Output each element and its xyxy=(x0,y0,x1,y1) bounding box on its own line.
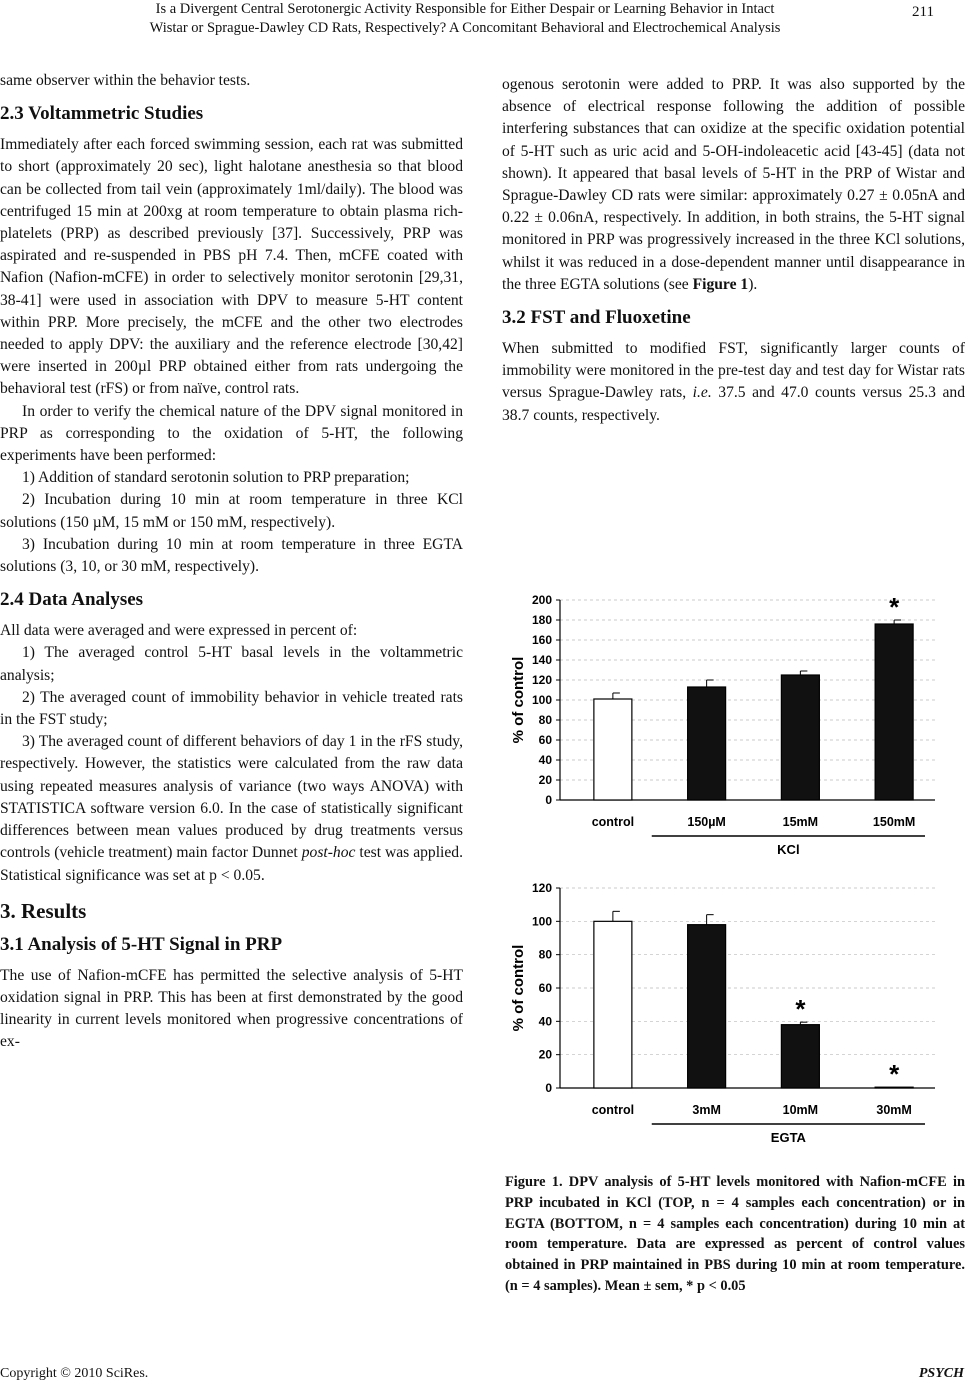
kcl-bar-chart xyxy=(505,590,965,860)
bar xyxy=(781,1025,819,1088)
left-column xyxy=(0,70,463,1054)
section-heading-3-2: 3.2 FST and Fluoxetine xyxy=(502,307,691,329)
category-label: 150µM xyxy=(687,815,726,829)
bar xyxy=(875,624,913,800)
y-tick-label: 100 xyxy=(531,914,552,929)
y-tick-label: 180 xyxy=(531,613,552,627)
list-item: 2) Incubation during 10 min at room temperature in three KCl solutions (150 µM, 15 mM or 150 mM, respectively). xyxy=(0,491,463,531)
bar xyxy=(688,687,726,800)
section-heading-2-4: 2.4 Data Analyses xyxy=(0,589,144,611)
y-tick-label: 100 xyxy=(531,693,552,707)
category-label: 15mM xyxy=(782,815,819,829)
italic-term: i.e. xyxy=(692,384,712,402)
kcl-chart-svg xyxy=(505,590,965,860)
running-header-line1: Is a Divergent Central Serotonergic Activity Responsible for Either Despair or Learning Behavior in Intact xyxy=(155,1,775,17)
list-item: 1) Addition of standard serotonin solution to PRP preparation; xyxy=(22,469,410,487)
y-tick-label: 120 xyxy=(531,673,552,687)
y-tick-label: 80 xyxy=(538,947,552,962)
y-axis-label: % of control xyxy=(510,656,527,744)
bar xyxy=(594,921,632,1088)
section-heading-3-1: 3.1 Analysis of 5-HT Signal in PRP xyxy=(0,933,283,955)
list-item: 1) The averaged control 5-HT basal levels in the voltammetric analysis; xyxy=(0,644,463,684)
y-tick-label: 140 xyxy=(531,653,552,667)
list-item: 3) Incubation during 10 min at room temperature in three EGTA solutions (3, 10, or 30 mM, respectively). xyxy=(0,535,463,576)
significance-marker: * xyxy=(889,1059,900,1090)
running-header-line2: Wistar or Sprague-Dawley CD Rats, Respectively? A Concomitant Behavioral and Electrochemical Analysis xyxy=(149,20,781,36)
journal-name: PSYCH xyxy=(918,1366,964,1381)
y-tick-label: 200 xyxy=(531,593,552,607)
paragraph: When submitted to modified FST, significantly larger counts of immobility were monitored in the pre-test day and test day for Wistar rats versus Sprague-Dawley rats, i.e. 37.5 and 47.0 counts versus 25.3 and 38.7 counts, respectively. xyxy=(502,340,965,424)
egta-chart-svg xyxy=(505,878,965,1148)
italic-term: post-hoc xyxy=(301,844,356,862)
group-label: EGTA xyxy=(770,1130,806,1145)
y-tick-label: 0 xyxy=(545,793,552,807)
y-axis-label: % of control xyxy=(510,944,527,1032)
y-tick-label: 20 xyxy=(538,773,552,787)
paragraph: ogenous serotonin were added to PRP. It was also supported by the absence of electrical response following the addition of possible interfering substances that can oxidize at the specific oxidation potential of 5-HT such as uric acid and 5-OH-indoleacetic acid [43-45] (data not shown). It appeared that basal levels of 5-HT in the PRP of Wistar and Sprague-Dawley CD rats were similar: approximately 0.27 ± 0.05nA and 0.22 ± 0.06nA, respectively. In addition, in both strains, the 5-HT signal monitored in PRP was progressively increased in the three KCl solutions, whilst it was reduced in a dose-dependent manner until disappearance in the three EGTA solutions (see Figure 1). xyxy=(502,76,965,293)
y-tick-label: 80 xyxy=(538,713,552,727)
y-tick-label: 60 xyxy=(538,733,552,747)
egta-bar-chart xyxy=(505,878,965,1148)
y-tick-label: 60 xyxy=(538,981,552,995)
bar xyxy=(688,925,726,1088)
y-tick-label: 20 xyxy=(538,1047,552,1062)
category-label: 30mM xyxy=(876,1103,912,1117)
copyright: Copyright © 2010 SciRes. xyxy=(0,1366,149,1381)
page-number: 211 xyxy=(912,4,934,20)
y-tick-label: 160 xyxy=(531,633,552,647)
paragraph: same observer within the behavior tests. xyxy=(0,72,251,89)
category-label: 150mM xyxy=(872,815,916,829)
y-tick-label: 40 xyxy=(538,1014,552,1029)
group-label: KCl xyxy=(777,842,800,857)
y-tick-label: 40 xyxy=(538,753,552,767)
figure-caption: Figure 1. DPV analysis of 5-HT levels monitored with Nafion-mCFE in PRP incubated in KCl (TOP, n = 4 samples each concentration) or in EGTA (BOTTOM, n = 4 samples each concentration) during 10 min at room temperature. Data are expressed as percent of control values obtained in PRP maintained in PBS during 10 min at room temperature. (n = 4 samples). Mean ± sem, * p < 0.05 xyxy=(505,1174,965,1294)
paragraph: All data were averaged and were expressed in percent of: xyxy=(0,622,358,640)
significance-marker: * xyxy=(889,592,900,622)
category-label: 3mM xyxy=(692,1103,721,1117)
figure-reference: Figure 1 xyxy=(692,275,749,293)
running-header xyxy=(0,0,966,46)
category-label: 10mM xyxy=(782,1103,819,1117)
paragraph: The use of Nafion-mCFE has permitted the selective analysis of 5-HT oxidation signal in PRP. This has been at first demonstrated by the good linearity in current levels monitored when progressive concentrations of ex- xyxy=(0,966,463,1051)
list-item: 2) The averaged count of immobility behavior in vehicle treated rats in the FST study; xyxy=(0,688,463,729)
y-tick-label: 120 xyxy=(531,881,552,895)
significance-marker: * xyxy=(795,994,806,1025)
bar xyxy=(594,699,632,800)
list-item: 3) The averaged count of different behaviors of day 1 in the rFS study, respectively. However, the statistics were calculated from the raw data using repeated measures analysis of variance (two ways ANOVA) with STATISTICA software version 6.0. In the case of statistically significant differences between mean values produced by drug treatments versus controls (vehicle treatment) main factor Dunnet post-hoc test was applied. Statistical significance was set at p < 0.05. xyxy=(0,733,463,884)
right-column xyxy=(502,74,965,427)
category-label: control xyxy=(591,815,635,829)
bar xyxy=(781,675,819,800)
section-heading-3: 3. Results xyxy=(0,898,87,923)
section-heading-2-3: 2.3 Voltammetric Studies xyxy=(0,103,204,125)
paragraph: In order to verify the chemical nature of the DPV signal monitored in PRP as corresponding to the oxidation of 5-HT, the following experiments have been performed: xyxy=(0,402,463,465)
paragraph: Immediately after each forced swimming session, each rat was submitted to short (approximately 20 sec), light halotane anesthesia so that blood can be collected from tail vein (approximately 1ml/daily). The blood was centrifuged 15 min at 200xg at room temperature to obtain plasma rich-platelets (PRP) as described previously [37]. Successively, PRP was aspirated and re-suspended in PBS pH 7.4. Then, mCFE coated with Nafion (Nafion-mCFE) in order to selectively monitor serotonin [29,31, 38-41] were used in association with DPV to measure 5-HT content within PRP. More precisely, the mCFE and the other two electrodes needed to apply DPV: the auxiliary and the reference electrode [30,42] were inserted in 200µl PRP obtained either from rats undergoing the behavioral test (rFS) or from naïve, control rats. xyxy=(0,136,463,398)
y-tick-label: 0 xyxy=(545,1081,552,1095)
category-label: control xyxy=(591,1103,635,1117)
